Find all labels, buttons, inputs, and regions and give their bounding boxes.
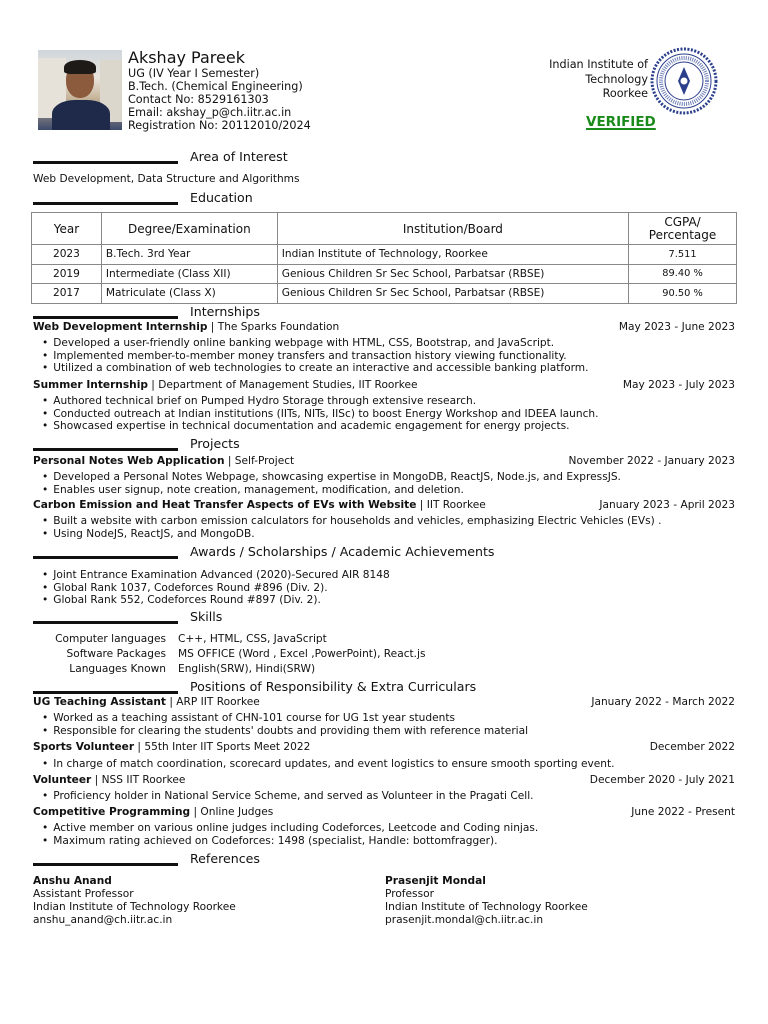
section-divider [33, 621, 178, 624]
bullet-list [42, 515, 661, 540]
header-cgpa-text: CGPA/ Percentage [648, 214, 717, 242]
list-item: • Developed a Personal Notes Webpage, showcasing expertise in MongoDB, ReactJS, Node.js, and ExpressJS. [42, 471, 621, 484]
list-item: • Proficiency holder in National Service Scheme, and served as Volunteer in the Pragati Cell. [42, 790, 534, 803]
header-institution: Institution/Board [277, 213, 628, 245]
list-item: • Using NodeJS, ReactJS, and MongoDB. [42, 528, 661, 541]
list-item: • Built a website with carbon emission calculators for households and vehicles, emphasizing Electric Vehicles (EVs) . [42, 515, 661, 528]
project-entry [33, 499, 735, 511]
section-internships [33, 306, 733, 322]
institute-seal-icon [650, 47, 718, 115]
skill-value: English(SRW), Hindi(SRW) [178, 663, 316, 675]
list-item: • In charge of match coordination, scorecard updates, and event logistics to ensure smooth sporting event. [42, 758, 615, 771]
position-entry [33, 806, 735, 818]
cell-year: 2023 [32, 245, 102, 265]
cell-degree: Matriculate (Class X) [101, 284, 277, 304]
personal-info [128, 48, 311, 132]
reference-email: anshu_anand@ch.iitr.ac.in [33, 914, 173, 926]
skill-value: C++, HTML, CSS, JavaScript [178, 633, 327, 645]
cell-year: 2019 [32, 264, 102, 284]
section-divider [33, 863, 178, 866]
entry-org: | Self-Project [227, 455, 295, 467]
bullet-list [42, 758, 615, 771]
entry-org: | ARP IIT Roorkee [169, 696, 260, 708]
email-line: Email: akshay_p@ch.iitr.ac.in [128, 106, 292, 119]
cell-degree: B.Tech. 3rd Year [101, 245, 277, 265]
section-divider [33, 448, 178, 451]
section-divider [33, 161, 178, 164]
project-entry [33, 455, 735, 467]
position-entry [33, 696, 735, 708]
bullet-list [42, 790, 534, 803]
semester-line: UG (IV Year I Semester) [128, 67, 260, 80]
reference-name: Anshu Anand [33, 875, 112, 887]
section-title: Awards / Scholarships / Academic Achievements [190, 544, 495, 559]
table-row [32, 264, 737, 284]
cell-institution: Genious Children Sr Sec School, Parbatsar (RBSE) [277, 284, 628, 304]
bullet-list [42, 712, 528, 737]
internship-entry [33, 321, 735, 333]
entry-date: December 2022 [649, 741, 735, 753]
cell-degree: Intermediate (Class XII) [101, 264, 277, 284]
reference-institute: Indian Institute of Technology Roorkee [33, 901, 236, 913]
cell-cgpa: 89.40 % [629, 264, 737, 284]
bullet-list [42, 822, 538, 847]
entry-title: Carbon Emission and Heat Transfer Aspects of EVs with Website [33, 499, 417, 511]
section-title: Area of Interest [190, 149, 288, 164]
section-projects [33, 438, 733, 454]
table-row [32, 284, 737, 304]
reference-role: Professor [385, 888, 434, 900]
bullet-list [42, 337, 588, 375]
skill-key: Computer languages [55, 633, 166, 645]
list-item: • Implemented member-to-member money transfers and transaction history viewing functionality. [42, 350, 588, 363]
section-title: References [190, 851, 260, 866]
skill-row [33, 647, 426, 662]
skill-row [33, 662, 426, 677]
header-degree: Degree/Examination [101, 213, 277, 245]
entry-title: Sports Volunteer [33, 741, 135, 753]
reference-role: Assistant Professor [33, 888, 134, 900]
entry-date: November 2022 - January 2023 [568, 455, 735, 467]
entry-date: December 2020 - July 2021 [589, 774, 735, 786]
section-title: Skills [190, 609, 223, 624]
list-item: • Active member on various online judges including Codeforces, Leetcode and Coding ninjas. [42, 822, 538, 835]
cell-cgpa: 90.50 % [629, 284, 737, 304]
institute-line: Technology [585, 72, 648, 86]
entry-title: Volunteer [33, 774, 92, 786]
entry-org: | The Sparks Foundation [210, 321, 340, 333]
skill-row [33, 632, 426, 647]
reference-email: prasenjit.mondal@ch.iitr.ac.in [385, 914, 544, 926]
list-item: • Maximum rating achieved on Codeforces: 1498 (specialist, Handle: bottomfragger). [42, 835, 538, 848]
table-header-row [32, 213, 737, 245]
section-title: Positions of Responsibility & Extra Curriculars [190, 679, 477, 694]
skill-value: MS OFFICE (Word , Excel ,PowerPoint), React.js [178, 648, 426, 660]
registration-line: Registration No: 20112010/2024 [128, 119, 311, 132]
cell-institution: Genious Children Sr Sec School, Parbatsar (RBSE) [277, 264, 628, 284]
institute-line: Indian Institute of [549, 58, 648, 71]
list-item: • Developed a user-friendly online banking webpage with HTML, CSS, Bootstrap, and JavaScript. [42, 337, 588, 350]
position-entry [33, 741, 735, 753]
entry-org: | Online Judges [193, 806, 274, 818]
section-divider [33, 316, 178, 319]
entry-title: Competitive Programming [33, 806, 191, 818]
institute-line: Roorkee [602, 87, 648, 100]
entry-org: | 55th Inter IIT Sports Meet 2022 [137, 741, 311, 753]
reference-institute: Indian Institute of Technology Roorkee [385, 901, 588, 913]
entry-title: Personal Notes Web Application [33, 455, 225, 467]
interest-text: Web Development, Data Structure and Algorithms [33, 173, 300, 185]
bullet-list [42, 471, 621, 496]
cell-year: 2017 [32, 284, 102, 304]
bullet-list [42, 395, 599, 433]
skill-key: Software Packages [66, 648, 166, 660]
entry-org: | Department of Management Studies, IIT Roorkee [151, 379, 418, 391]
section-skills [33, 611, 733, 627]
entry-title: UG Teaching Assistant [33, 696, 166, 708]
skill-key: Languages Known [69, 663, 166, 675]
list-item: • Utilized a combination of web technologies to create an interactive and accessible banking platform. [42, 362, 588, 375]
verified-badge: VERIFIED [586, 114, 656, 130]
education-table [31, 212, 737, 304]
degree-line: B.Tech. (Chemical Engineering) [128, 80, 303, 93]
section-interest [33, 151, 733, 167]
list-item: • Enables user signup, note creation, management, modification, and deletion. [42, 484, 621, 497]
section-references [33, 853, 733, 869]
entry-date: January 2023 - April 2023 [599, 499, 735, 511]
reference-card [385, 875, 588, 927]
entry-org: | NSS IIT Roorkee [94, 774, 186, 786]
section-education [33, 192, 733, 208]
reference-card [33, 875, 236, 927]
institute-name [520, 58, 648, 102]
table-row [32, 245, 737, 265]
list-item: • Responsible for clearing the students' doubts and providing them with reference material [42, 725, 528, 738]
entry-title: Web Development Internship [33, 321, 208, 333]
contact-line: Contact No: 8529161303 [128, 93, 269, 106]
section-divider [33, 691, 178, 694]
list-item: • Global Rank 552, Codeforces Round #897 (Div. 2). [42, 594, 390, 607]
section-title: Internships [190, 304, 260, 319]
candidate-name: Akshay Pareek [128, 48, 245, 67]
bullet-list [42, 569, 390, 607]
list-item: • Conducted outreach at Indian institutions (IITs, NITs, IISc) to boost Energy Workshop and IDEEA launch. [42, 408, 599, 421]
section-divider [33, 556, 178, 559]
section-awards [33, 546, 733, 562]
list-item: • Authored technical brief on Pumped Hydro Storage through extensive research. [42, 395, 599, 408]
header-cgpa [629, 213, 737, 245]
list-item: • Global Rank 1037, Codeforces Round #896 (Div. 2). [42, 582, 390, 595]
position-entry [33, 774, 735, 786]
profile-photo [38, 50, 122, 130]
internship-entry [33, 379, 735, 391]
entry-date: January 2022 - March 2022 [591, 696, 735, 708]
list-item: • Worked as a teaching assistant of CHN-101 course for UG 1st year students [42, 712, 528, 725]
entry-title: Summer Internship [33, 379, 148, 391]
cell-institution: Indian Institute of Technology, Roorkee [277, 245, 628, 265]
section-positions [33, 681, 733, 697]
header-year: Year [32, 213, 102, 245]
list-item: • Showcased expertise in technical documentation and academic engagement for energy projects. [42, 420, 599, 433]
skills-list [33, 632, 426, 677]
reference-name: Prasenjit Mondal [385, 875, 486, 887]
entry-date: June 2022 - Present [631, 806, 735, 818]
section-title: Projects [190, 436, 240, 451]
section-divider [33, 202, 178, 205]
section-title: Education [190, 190, 253, 205]
cell-cgpa: 7.511 [629, 245, 737, 265]
entry-date: May 2023 - July 2023 [622, 379, 735, 391]
entry-date: May 2023 - June 2023 [618, 321, 735, 333]
entry-org: | IIT Roorkee [419, 499, 486, 511]
list-item: • Joint Entrance Examination Advanced (2020)-Secured AIR 8148 [42, 569, 390, 582]
